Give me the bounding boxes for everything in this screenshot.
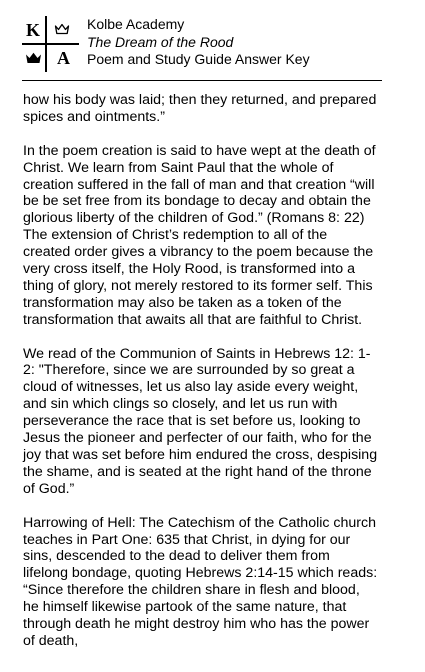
logo-letter-a: A bbox=[57, 48, 70, 68]
header-divider bbox=[22, 80, 382, 81]
paragraph-continuation: how his body was laid; then they returned, and prepared spices and ointments.” bbox=[23, 92, 377, 125]
guide-title: Poem and Study Guide Answer Key bbox=[87, 51, 310, 67]
crown-solid-icon bbox=[25, 52, 42, 64]
crown-outline-icon bbox=[54, 23, 70, 35]
paragraph-creation-wept: In the poem creation is said to have wept at the death of Christ. We learn from Saint Paul that the whole of creation suffered in the fall of man and that creation “will be be set free from its bondage to decay and obtain the glorious liberty of the children of God.” (Romans 8: 22) The extension of Christ’s redemption to all of the created order gives a vibrancy to the poem because the very cross itself, the Holy Rood, is transformed into a thing of glory, not merely restored to its former self. This transformation may also be taken as a token of the transformation that awaits all that are faithful to Christ. bbox=[23, 142, 376, 328]
paragraph-harrowing-of-hell: Harrowing of Hell: The Catechism of the Catholic church teaches in Part One: 635 that Christ, in dying for our sins, descended to the dead to deliver them from lifelong bondage, quoting Hebrews 2:14-15 which reads: “Since therefore the children share in flesh and blood, he himself likewise partook of the same nature, that through death he might destroy him who has the power of death, bbox=[23, 514, 378, 649]
page-header bbox=[22, 16, 382, 76]
logo-cross-horizontal bbox=[22, 43, 79, 45]
header-text bbox=[87, 16, 310, 69]
paragraph-communion-of-saints: We read of the Communion of Saints in Hebrews 12: 1-2: "Therefore, since we are surrounded by so great a cloud of witnesses, let us also lay aside every weight, and sin which clings so closely, and let us run with perseverance the race that is set before us, looking to Jesus the pioneer and perfecter of our faith, who for the joy that was set before him endured the cross, despising the shame, and is seated at the right hand of the throne of God.” bbox=[23, 345, 378, 497]
document-body bbox=[23, 92, 378, 667]
logo-letter-k: K bbox=[26, 20, 41, 40]
academy-name: Kolbe Academy bbox=[87, 16, 185, 32]
work-title: The Dream of the Rood bbox=[87, 33, 234, 50]
kolbe-academy-logo bbox=[22, 16, 79, 72]
